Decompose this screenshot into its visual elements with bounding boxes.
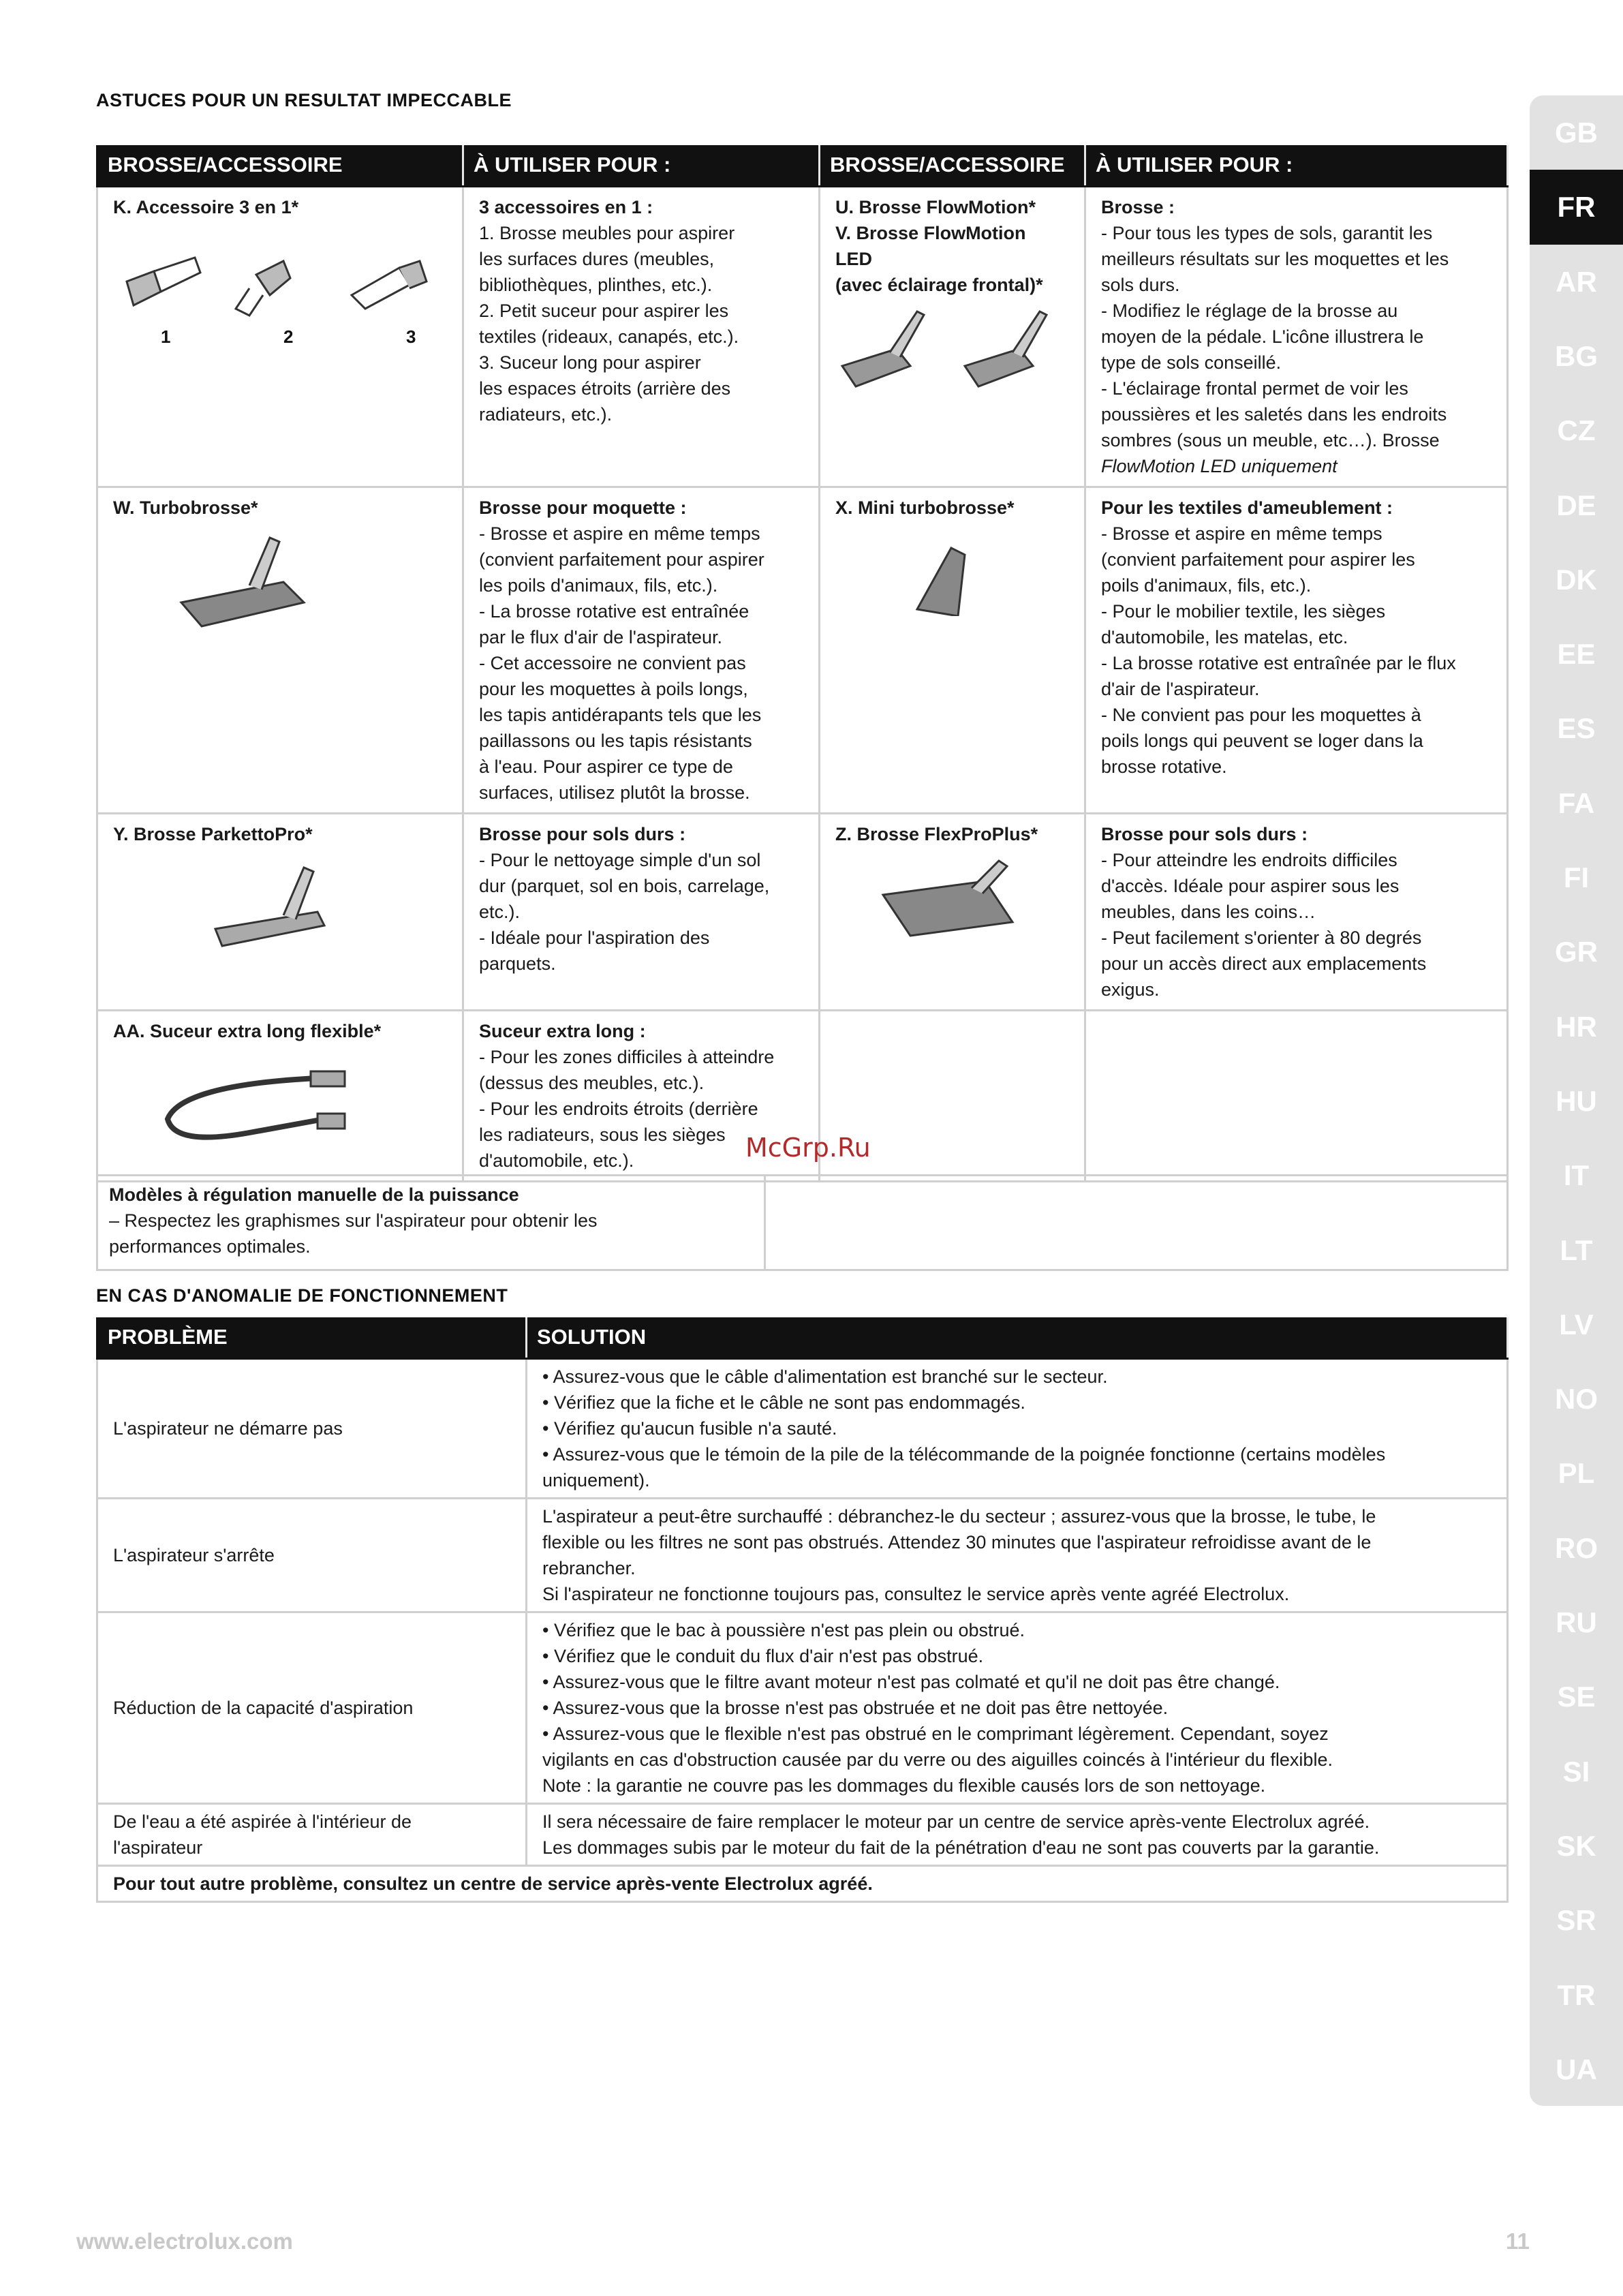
problem-cell: De l'eau a été aspirée à l'intérieur de l'aspirateur <box>97 1804 527 1866</box>
language-tab-ru[interactable]: RU <box>1556 1606 1597 1638</box>
footer-note: Pour tout autre problème, consultez un centre de service après-vente Electrolux agréé. <box>97 1866 1508 1902</box>
language-tab-de[interactable]: DE <box>1556 489 1596 521</box>
power-note-title: Modèles à régulation manuelle de la puissance <box>109 1184 519 1205</box>
solution-cell: Il sera nécessaire de faire remplacer le moteur par un centre de service après-vente Electrolux agréé. Les dommages subis par le moteur du fait de la pénétration d'eau ne sont pas couverts par la garantie. <box>527 1804 1508 1866</box>
language-tab-no[interactable]: NO <box>1555 1383 1598 1415</box>
usage-cell <box>1085 814 1508 1011</box>
power-note-text: – Respectez les graphismes sur l'aspirateur pour obtenir les performances optimales. <box>109 1210 598 1257</box>
solution-cell: • Assurez-vous que le câble d'alimentation est branché sur le secteur. • Vérifiez que la fiche et le câble ne sont pas endommagés. • Vérifiez qu'aucun fusible n'a sauté. • Assurez-vous que le témoin de la pile de la télécommande de la poignée fonctionne (certains modèles uniquement). <box>527 1359 1508 1499</box>
accessory-row <box>97 814 1508 1011</box>
accessory-header-row <box>97 147 1508 187</box>
troubleshooting-table <box>96 1317 1509 1903</box>
usage-title: 3 accessoires en 1 : <box>479 197 653 217</box>
usage-text: - Brosse et aspire en même temps (convient parfaitement pour aspirer les poils d'animaux, fils, etc.). - La brosse rotative est entraînée par le flux d'air de l'aspirateur. - Cet accessoire ne convient pas pour les moquettes à poils longs, les tapis antidérapants tels que les paillassons ou les tapis résistants à l'eau. Pour aspirer ce type de surfaces, utilisez plutôt la brosse. <box>479 523 764 803</box>
accessory-cell <box>97 187 463 487</box>
header-solution: SOLUTION <box>527 1319 1508 1359</box>
language-tab-es[interactable]: ES <box>1557 712 1596 745</box>
accessory-row <box>97 487 1508 814</box>
usage-text: - Pour tous les types de sols, garantit les meilleurs résultats sur les moquettes et les sols durs. - Modifiez le réglage de la brosse au moyen de la pédale. L'icône illustrera le type de sols conseillé. - L'éclairage frontal permet de voir les poussières et les saletés dans les endroits sombres (sous un meuble, etc…). Brosse <box>1101 223 1449 450</box>
label-number-3: 3 <box>406 326 416 347</box>
table-row <box>97 1359 1508 1499</box>
language-tab-fa[interactable]: FA <box>1558 786 1595 819</box>
language-tab-sk[interactable]: SK <box>1556 1829 1596 1862</box>
watermark: McGrp.Ru <box>745 1133 871 1163</box>
empty-cell <box>765 1176 1508 1270</box>
parketto-brush-icon <box>113 854 358 956</box>
accessory-cell <box>97 1011 463 1182</box>
usage-text: - Pour les zones difficiles à atteindre (dessus des meubles, etc.). - Pour les endroits étroits (derrière les radiateurs, sous les sièges d'automobile, etc.). <box>479 1047 775 1171</box>
accessory-cell <box>97 814 463 1011</box>
usage-title: Pour les textiles d'ameublement : <box>1101 498 1393 518</box>
flexproplus-brush-icon <box>835 854 1067 956</box>
accessory-table <box>96 145 1509 1182</box>
usage-title: Brosse pour sols durs : <box>479 824 686 844</box>
accessory-name: K. Accessoire 3 en 1* <box>113 197 299 217</box>
accessory-name: Z. Brosse FlexProPlus* <box>835 824 1038 844</box>
footer-url[interactable]: www.electrolux.com <box>76 2229 293 2254</box>
power-regulation-note <box>96 1174 1509 1271</box>
usage-text: - Brosse et aspire en même temps (convient parfaitement pour aspirer les poils d'animaux, fils, etc.). - Pour le mobilier textile, les sièges d'automobile, les matelas, etc. - La brosse rotative est entraînée par le flux d'air de l'aspirateur. - Ne convient pas pour les moquettes à poils longs qui peuvent se loger dans la brosse rotative. <box>1101 523 1456 777</box>
problem-cell: L'aspirateur s'arrête <box>97 1499 527 1612</box>
turbo-brush-icon <box>113 527 358 643</box>
header-use-2: À UTILISER POUR : <box>1085 147 1508 187</box>
language-tab-fr[interactable]: FR <box>1530 170 1623 245</box>
accessory-name: Y. Brosse ParkettoPro* <box>113 824 313 844</box>
accessory-name: W. Turbobrosse* <box>113 498 258 518</box>
usage-text: - Pour atteindre les endroits difficiles d'accès. Idéale pour aspirer sous les meubles, dans les coins… - Peut facilement s'orienter à 80 degrés pour un accès direct aux emplacements exigus. <box>1101 850 1427 1000</box>
solution-cell: L'aspirateur a peut-être surchauffé : débranchez-le du secteur ; assurez-vous que la brosse, le tube, le flexible ou les filtres ne sont pas obstrués. Attendez 30 minutes que l'aspirateur refroidisse avant de le rebrancher. Si l'aspirateur ne fonctionne toujours pas, consultez le service après vente agréé Electrolux. <box>527 1499 1508 1612</box>
usage-title: Suceur extra long : <box>479 1021 646 1041</box>
language-tab-lt[interactable]: LT <box>1560 1234 1593 1266</box>
usage-note: FlowMotion LED uniquement <box>1101 456 1338 476</box>
table-row <box>97 1499 1508 1612</box>
header-problem: PROBLÈME <box>97 1319 527 1359</box>
accessory-name: U. Brosse FlowMotion* V. Brosse FlowMotion LED (avec éclairage frontal)* <box>835 197 1043 295</box>
usage-cell <box>1085 487 1508 814</box>
language-tab-tr[interactable]: TR <box>1557 1978 1596 2011</box>
usage-cell <box>463 187 820 487</box>
section-title-tips: ASTUCES POUR UN RESULTAT IMPECCABLE <box>96 90 512 110</box>
language-tab-sr[interactable]: SR <box>1556 1904 1596 1937</box>
usage-cell <box>463 814 820 1011</box>
table-row <box>97 1804 1508 1866</box>
language-tab-pl[interactable]: PL <box>1558 1457 1595 1490</box>
solution-cell: • Vérifiez que le bac à poussière n'est pas plein ou obstrué. • Vérifiez que le conduit du flux d'air n'est pas obstrué. • Assurez-vous que le filtre avant moteur n'est pas colmaté et qu'il ne doit pas être changé. • Assurez-vous que la brosse n'est pas obstruée et ne doit pas être nettoyée. • Assurez-vous que le flexible n'est pas obstrué en le comprimant légèrement. Cependant, soyez vigilants en cas d'obstruction causée par du verre ou des aiguilles coincés à l'intérieur du flexible. Note : la garantie ne couvre pas les dommages du flexible causés lors de son nettoyage. <box>527 1612 1508 1804</box>
section-title-troubleshooting: EN CAS D'ANOMALIE DE FONCTIONNEMENT <box>96 1285 508 1306</box>
usage-title: Brosse pour sols durs : <box>1101 824 1308 844</box>
usage-cell <box>1085 187 1508 487</box>
language-tab-lv[interactable]: LV <box>1559 1308 1594 1341</box>
flowmotion-brush-icon <box>835 305 1067 393</box>
three-in-one-accessory-icon <box>113 227 440 356</box>
label-number-1: 1 <box>161 326 171 347</box>
troubleshooting-header-row <box>97 1319 1508 1359</box>
accessory-cell <box>820 487 1085 814</box>
language-tab-gr[interactable]: GR <box>1555 936 1598 968</box>
language-tab-cz[interactable]: CZ <box>1557 414 1596 447</box>
page-number: 11 <box>1506 2229 1530 2254</box>
accessory-cell <box>820 814 1085 1011</box>
accessory-name: AA. Suceur extra long flexible* <box>113 1021 382 1041</box>
language-tab-dk[interactable]: DK <box>1556 563 1597 596</box>
header-accessory-1: BROSSE/ACCESSOIRE <box>97 147 463 187</box>
usage-cell <box>463 487 820 814</box>
language-tab-si[interactable]: SI <box>1562 1755 1590 1788</box>
accessory-name: X. Mini turbobrosse* <box>835 498 1015 518</box>
language-tab-it[interactable]: IT <box>1563 1159 1590 1192</box>
problem-cell: Réduction de la capacité d'aspiration <box>97 1612 527 1804</box>
usage-text: - Pour le nettoyage simple d'un sol dur (parquet, sol en bois, carrelage, etc.). - Idéale pour l'aspiration des parquets. <box>479 850 770 974</box>
language-tab-ro[interactable]: RO <box>1555 1531 1598 1564</box>
usage-text: 1. Brosse meubles pour aspirer les surfaces dures (meubles, bibliothèques, plinthes, etc.). 2. Petit suceur pour aspirer les textiles (rideaux, canapés, etc.). 3. Suceur long pour aspirer les espaces étroits (arrière des radiateurs, etc.). <box>479 223 739 425</box>
language-tab-hr[interactable]: HR <box>1556 1010 1597 1043</box>
accessory-row <box>97 187 1508 487</box>
accessory-cell <box>97 487 463 814</box>
language-tab-se[interactable]: SE <box>1557 1681 1596 1713</box>
header-use-1: À UTILISER POUR : <box>463 147 820 187</box>
language-tab-bg[interactable]: BG <box>1555 339 1598 372</box>
header-accessory-2: BROSSE/ACCESSOIRE <box>820 147 1085 187</box>
problem-cell: L'aspirateur ne démarre pas <box>97 1359 527 1499</box>
mini-turbo-brush-icon <box>835 527 1040 616</box>
language-tab-ee[interactable]: EE <box>1557 638 1596 671</box>
language-tab-fi[interactable]: FI <box>1563 861 1590 893</box>
table-footer-row <box>97 1866 1508 1902</box>
label-number-2: 2 <box>283 326 294 347</box>
language-tab-gb[interactable]: GB <box>1555 117 1598 149</box>
power-note-cell <box>97 1176 765 1270</box>
empty-cell <box>1085 1011 1508 1182</box>
usage-title: Brosse : <box>1101 197 1175 217</box>
usage-title: Brosse pour moquette : <box>479 498 687 518</box>
language-tab-ar[interactable]: AR <box>1556 265 1597 298</box>
language-tab-ua[interactable]: UA <box>1556 2053 1597 2085</box>
language-tab-hu[interactable]: HU <box>1556 1084 1597 1117</box>
flexible-crevice-tool-icon <box>113 1051 386 1153</box>
accessory-cell <box>820 187 1085 487</box>
table-row <box>97 1612 1508 1804</box>
